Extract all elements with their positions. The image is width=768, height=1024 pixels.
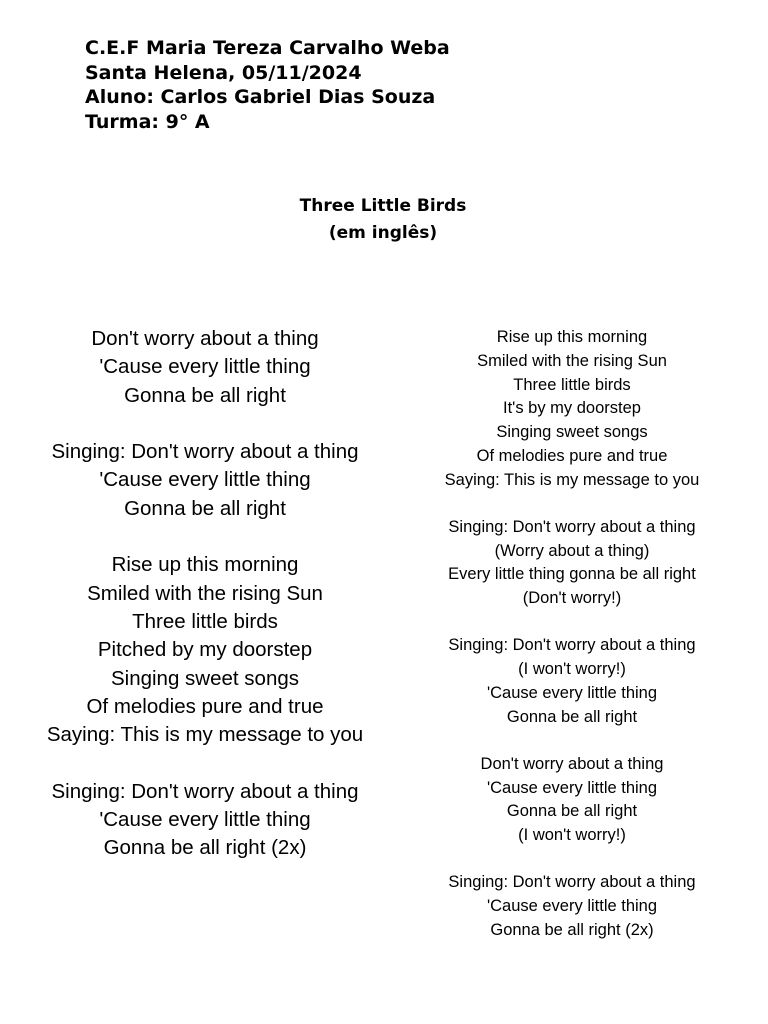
lyrics-right-column xyxy=(422,326,722,943)
lyric-line: Gonna be all right xyxy=(506,707,638,726)
lyric-line: Gonna be all right (2x) xyxy=(490,920,654,939)
lyric-line: Gonna be all right xyxy=(124,383,286,407)
stanza xyxy=(20,778,390,863)
song-title: Three Little Birds xyxy=(299,196,467,216)
lyric-line: Pitched by my doorstep xyxy=(97,638,313,662)
stanza xyxy=(422,753,722,848)
lyric-line: (Worry about a thing) xyxy=(494,541,650,560)
lyric-line: Smiled with the rising Sun xyxy=(477,351,667,370)
document-header xyxy=(85,36,450,134)
stanza xyxy=(20,438,390,523)
stanza xyxy=(422,871,722,942)
stanza xyxy=(422,516,722,611)
lyric-line: Singing: Don't worry about a thing xyxy=(51,440,359,464)
lyric-line: Singing: Don't worry about a thing xyxy=(448,873,696,892)
lyric-line: Three little birds xyxy=(132,609,278,633)
song-title-block xyxy=(0,193,768,247)
lyric-line: Every little thing gonna be all right xyxy=(448,565,696,584)
song-subtitle: (em inglês) xyxy=(328,223,438,243)
class-name: Turma: 9° A xyxy=(85,110,210,133)
lyric-line: Gonna be all right xyxy=(124,496,286,520)
lyric-line: Don't worry about a thing xyxy=(91,327,319,350)
lyrics-left-column xyxy=(20,325,390,863)
student-name: Aluno: Carlos Gabriel Dias Souza xyxy=(85,86,436,108)
lyric-line: Singing sweet songs xyxy=(496,423,648,442)
stanza xyxy=(20,325,390,410)
lyric-line: 'Cause every little thing xyxy=(99,355,311,379)
lyric-line: Three little birds xyxy=(513,375,631,394)
stanza xyxy=(20,551,390,749)
lyric-line: Gonna be all right (2x) xyxy=(103,836,307,860)
lyric-line: 'Cause every little thing xyxy=(486,778,658,797)
school-name: C.E.F Maria Tereza Carvalho Weba xyxy=(85,37,450,59)
lyric-line: (Don't worry!) xyxy=(522,589,622,608)
lyric-line: Gonna be all right xyxy=(506,802,638,821)
lyric-line: Of melodies pure and true xyxy=(476,446,668,465)
lyric-line: Of melodies pure and true xyxy=(86,694,324,718)
lyric-line: Rise up this morning xyxy=(111,553,299,577)
lyric-line: (I won't worry!) xyxy=(518,826,626,845)
lyric-line: 'Cause every little thing xyxy=(486,897,658,916)
lyric-line: 'Cause every little thing xyxy=(99,808,311,832)
stanza xyxy=(422,326,722,493)
lyric-line: Smiled with the rising Sun xyxy=(87,581,323,605)
stanza xyxy=(422,634,722,729)
lyric-line: It's by my doorstep xyxy=(503,399,641,418)
place-date: Santa Helena, 05/11/2024 xyxy=(85,61,362,84)
lyric-line: Singing: Don't worry about a thing xyxy=(448,517,696,536)
lyric-line: 'Cause every little thing xyxy=(486,683,658,702)
lyric-line: Rise up this morning xyxy=(496,328,648,346)
lyric-line: Singing: Don't worry about a thing xyxy=(51,779,359,803)
lyric-line: 'Cause every little thing xyxy=(99,468,311,492)
lyric-line: (I won't worry!) xyxy=(518,660,626,679)
lyric-line: Singing: Don't worry about a thing xyxy=(448,636,696,655)
lyric-line: Saying: This is my message to you xyxy=(46,723,364,747)
lyric-line: Don't worry about a thing xyxy=(480,754,664,773)
lyric-line: Singing sweet songs xyxy=(110,666,300,690)
lyric-line: Saying: This is my message to you xyxy=(444,470,700,489)
